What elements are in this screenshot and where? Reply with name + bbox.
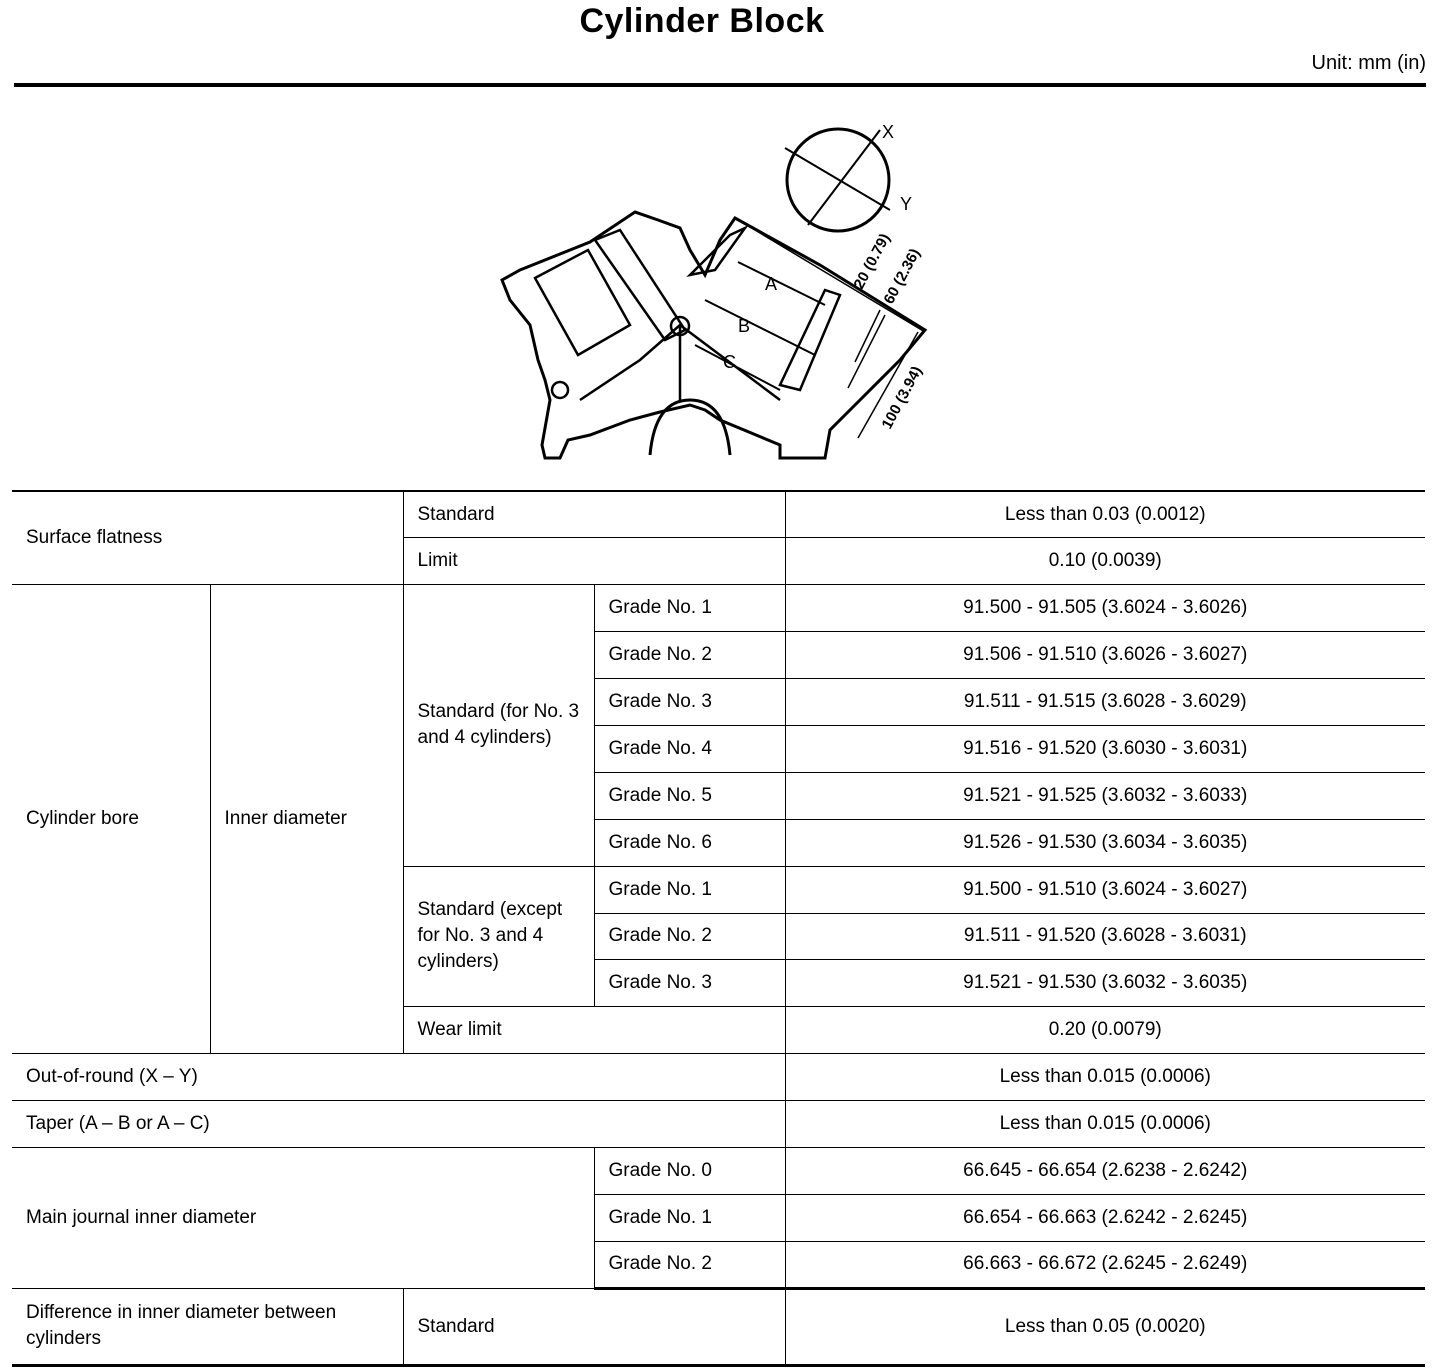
std-other-grade: Grade No. 2 — [594, 913, 785, 960]
std-34-value: 91.516 - 91.520 (3.6030 - 3.6031) — [785, 725, 1425, 772]
measure-line-b — [705, 300, 815, 355]
label-a: A — [765, 274, 778, 294]
inner-diameter-label: Inner diameter — [210, 585, 403, 1054]
std-34-grade: Grade No. 3 — [594, 679, 785, 726]
std-34-value: 91.526 - 91.530 (3.6034 - 3.6035) — [785, 819, 1425, 866]
bolt-hole — [552, 382, 568, 398]
label-y: Y — [900, 194, 913, 214]
std-other-grade: Grade No. 3 — [594, 960, 785, 1007]
std-other-grade: Grade No. 1 — [594, 866, 785, 913]
right-bore-wall — [780, 290, 840, 390]
valley-rib — [690, 228, 745, 275]
std-other-value: 91.500 - 91.510 (3.6024 - 3.6027) — [785, 866, 1425, 913]
std-34-value: 91.506 - 91.510 (3.6026 - 3.6027) — [785, 632, 1425, 679]
main-journal-grade: Grade No. 1 — [594, 1194, 785, 1241]
difference-standard-label: Standard — [403, 1288, 785, 1365]
left-water-jacket — [535, 250, 630, 355]
std-34-grade: Grade No. 1 — [594, 585, 785, 632]
x-axis-line — [808, 130, 880, 225]
difference-label: Difference in inner diameter between cylinders — [12, 1288, 403, 1365]
main-bearing-arch — [650, 400, 730, 455]
std-other-value: 91.521 - 91.530 (3.6032 - 3.6035) — [785, 960, 1425, 1007]
taper-value: Less than 0.015 (0.0006) — [785, 1101, 1425, 1148]
label-x: X — [882, 122, 895, 142]
block-outline — [502, 129, 925, 458]
surface-flatness-standard-value: Less than 0.03 (0.0012) — [785, 491, 1425, 538]
dim-label-20: 20 (0.79) — [850, 230, 894, 292]
measure-line-a — [738, 262, 825, 305]
main-journal-value: 66.645 - 66.654 (2.6238 - 2.6242) — [785, 1147, 1425, 1194]
dim-label-100: 100 (3.94) — [878, 363, 926, 432]
dim-label-60: 60 (2.36) — [880, 245, 924, 307]
table-row — [12, 491, 1425, 538]
label-b: B — [738, 316, 751, 336]
std-34-grade: Grade No. 5 — [594, 772, 785, 819]
difference-value: Less than 0.05 (0.0020) — [785, 1288, 1425, 1365]
std-34-value: 91.521 - 91.525 (3.6032 - 3.6033) — [785, 772, 1425, 819]
std-34-grade: Grade No. 6 — [594, 819, 785, 866]
std-other-label: Standard (except for No. 3 and 4 cylinders) — [403, 866, 594, 1007]
out-of-round-label: Out-of-round (X – Y) — [12, 1054, 785, 1101]
dim-line-20 — [855, 310, 880, 362]
main-journal-grade: Grade No. 0 — [594, 1147, 785, 1194]
surface-flatness-limit-label: Limit — [403, 538, 785, 585]
page-title: Cylinder Block — [579, 2, 825, 40]
top-rule — [14, 83, 1426, 87]
y-axis-line — [785, 148, 890, 210]
spec-table — [12, 490, 1425, 1367]
surface-flatness-limit-value: 0.10 (0.0039) — [785, 538, 1425, 585]
table-row — [12, 1101, 1425, 1148]
std-34-value: 91.511 - 91.515 (3.6028 - 3.6029) — [785, 679, 1425, 726]
out-of-round-value: Less than 0.015 (0.0006) — [785, 1054, 1425, 1101]
std-34-label: Standard (for No. 3 and 4 cylinders) — [403, 585, 594, 866]
measure-line-c — [695, 345, 780, 390]
std-34-grade: Grade No. 2 — [594, 632, 785, 679]
table-row — [12, 1147, 1425, 1194]
surface-flatness-label: Surface flatness — [12, 491, 403, 585]
surface-flatness-standard-label: Standard — [403, 491, 785, 538]
main-journal-value: 66.663 - 66.672 (2.6245 - 2.6249) — [785, 1241, 1425, 1288]
main-journal-value: 66.654 - 66.663 (2.6242 - 2.6245) — [785, 1194, 1425, 1241]
std-other-value: 91.511 - 91.520 (3.6028 - 3.6031) — [785, 913, 1425, 960]
label-c: C — [723, 352, 736, 372]
std-34-grade: Grade No. 4 — [594, 725, 785, 772]
cylinder-bore-label: Cylinder bore — [12, 585, 210, 1054]
wear-limit-value: 0.20 (0.0079) — [785, 1007, 1425, 1054]
unit-label: Unit: mm (in) — [1311, 52, 1426, 74]
table-row — [12, 585, 1425, 632]
dim-line-60 — [848, 315, 885, 388]
cylinder-block-diagram — [480, 100, 980, 480]
table-row — [12, 1054, 1425, 1101]
wear-limit-label: Wear limit — [403, 1007, 785, 1054]
main-journal-label: Main journal inner diameter — [12, 1147, 594, 1288]
std-34-value: 91.500 - 91.505 (3.6024 - 3.6026) — [785, 585, 1425, 632]
table-row — [12, 1288, 1425, 1365]
main-journal-grade: Grade No. 2 — [594, 1241, 785, 1288]
taper-label: Taper (A – B or A – C) — [12, 1101, 785, 1148]
